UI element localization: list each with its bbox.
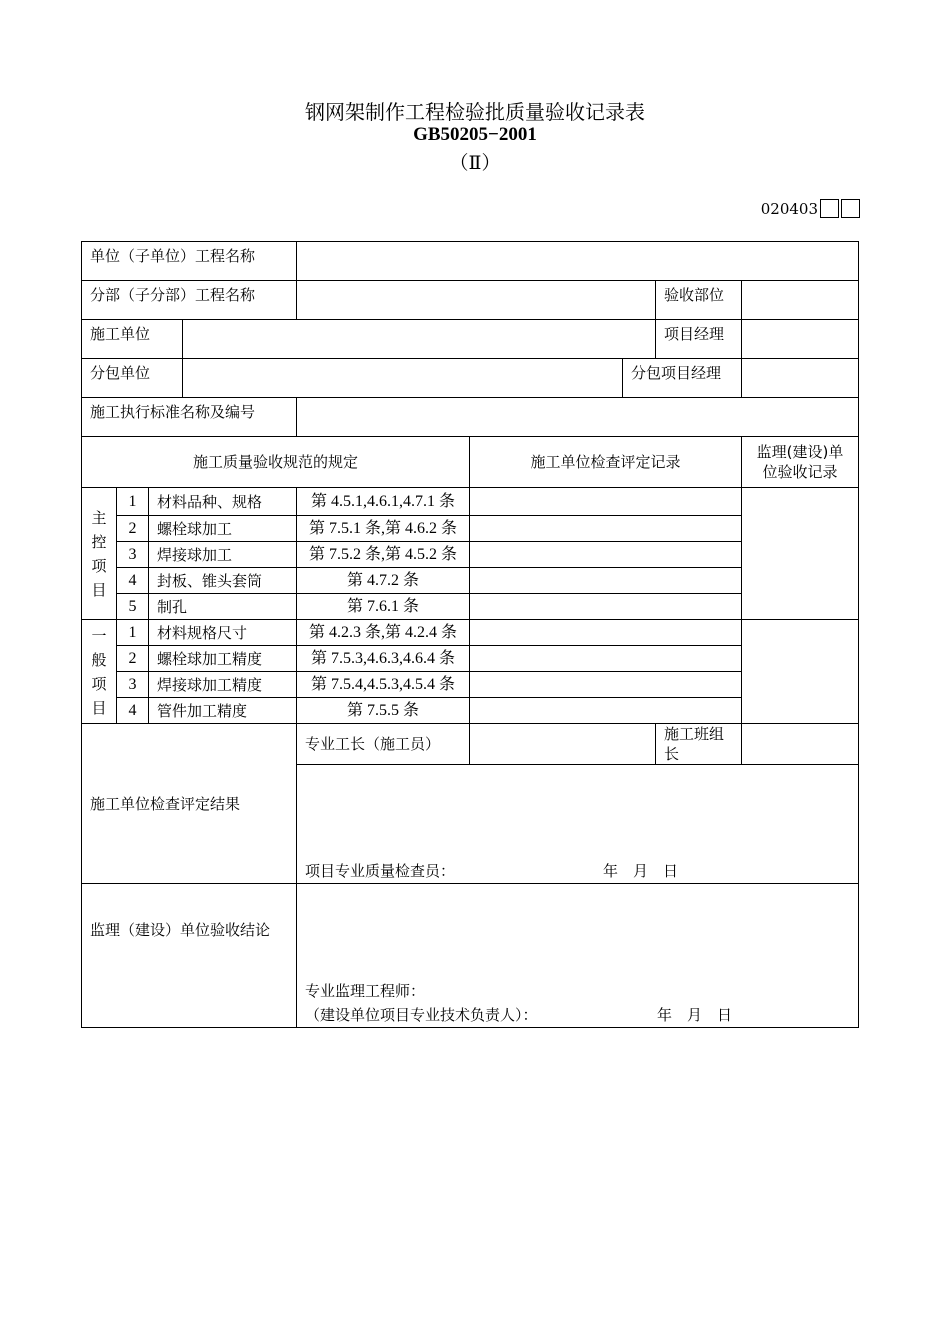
result-date: 年 月 日 — [603, 862, 679, 880]
item-record[interactable] — [470, 594, 742, 620]
item-name: 制孔 — [149, 594, 297, 620]
general-label-char: 项 — [91, 674, 107, 693]
engineer-label: 专业监理工程师： — [305, 982, 426, 1000]
item-name: 管件加工精度 — [149, 698, 297, 724]
item-clause: 第 4.7.2 条 — [297, 568, 470, 594]
item-record[interactable] — [470, 646, 742, 672]
general-label-char: 目 — [91, 698, 107, 717]
item-no: 4 — [117, 698, 149, 724]
construction-unit-label: 施工单位 — [82, 320, 183, 359]
general-label-char: 般 — [91, 650, 107, 669]
inspector-label: 项目专业质量检查员： — [305, 862, 456, 880]
supervision-header — [742, 437, 859, 488]
main-label-char: 主 — [91, 508, 107, 527]
unit-project-label: 单位（子单位）工程名称 — [82, 242, 297, 281]
item-no: 1 — [117, 488, 149, 516]
item-name: 焊接球加工精度 — [149, 672, 297, 698]
spec-header: 施工质量验收规范的规定 — [82, 437, 470, 488]
main-supervision-record[interactable] — [742, 488, 859, 620]
tech-lead-label: （建设单位项目专业技术负责人）： — [305, 1006, 538, 1024]
main-label-char: 项 — [91, 556, 107, 575]
item-no: 1 — [117, 620, 149, 646]
main-label-char: 目 — [91, 580, 107, 599]
record-header: 施工单位检查评定记录 — [470, 437, 742, 488]
sub-project-value[interactable] — [297, 281, 656, 320]
form-code-number: 020403 — [760, 199, 818, 218]
item-clause: 第 7.5.2 条,第 4.5.2 条 — [297, 542, 470, 568]
item-clause: 第 7.5.5 条 — [297, 698, 470, 724]
main-label-char: 控 — [91, 532, 107, 551]
item-clause: 第 7.5.1 条,第 4.6.2 条 — [297, 516, 470, 542]
item-no: 3 — [117, 672, 149, 698]
result-sign-area[interactable] — [297, 765, 859, 884]
general-label-char: 一 — [91, 626, 107, 645]
subcontract-unit-value[interactable] — [183, 359, 623, 398]
acceptance-part-value[interactable] — [742, 281, 859, 320]
standard-code: GB50205−2001 — [413, 124, 537, 145]
item-record[interactable] — [470, 698, 742, 724]
acceptance-part-label: 验收部位 — [656, 281, 742, 320]
item-name: 材料规格尺寸 — [149, 620, 297, 646]
code-box-1[interactable] — [820, 199, 839, 218]
item-record[interactable] — [470, 568, 742, 594]
item-name: 材料品种、规格 — [149, 488, 297, 516]
general-items-label — [82, 620, 117, 724]
project-manager-value[interactable] — [742, 320, 859, 359]
item-no: 5 — [117, 594, 149, 620]
subcontract-manager-value[interactable] — [742, 359, 859, 398]
standard-name-value[interactable] — [297, 398, 859, 437]
sub-project-label: 分部（子分部）工程名称 — [82, 281, 297, 320]
item-record[interactable] — [470, 620, 742, 646]
project-manager-label: 项目经理 — [656, 320, 742, 359]
result-label: 施工单位检查评定结果 — [82, 724, 297, 884]
item-clause: 第 7.6.1 条 — [297, 594, 470, 620]
standard-name-label: 施工执行标准名称及编号 — [82, 398, 297, 437]
main-items-label — [82, 488, 117, 620]
unit-project-value[interactable] — [297, 242, 859, 281]
item-name: 焊接球加工 — [149, 542, 297, 568]
item-clause: 第 4.5.1,4.6.1,4.7.1 条 — [297, 488, 470, 516]
supervision-header-line1: 监理(建设)单 — [756, 443, 844, 461]
item-clause: 第 7.5.3,4.6.3,4.6.4 条 — [297, 646, 470, 672]
item-clause: 第 4.2.3 条,第 4.2.4 条 — [297, 620, 470, 646]
conclusion-date: 年 月 日 — [657, 1006, 733, 1024]
team-leader-value[interactable] — [742, 724, 859, 765]
item-record[interactable] — [470, 488, 742, 516]
item-clause: 第 7.5.4,4.5.3,4.5.4 条 — [297, 672, 470, 698]
item-record[interactable] — [470, 542, 742, 568]
foreman-value[interactable] — [470, 724, 656, 765]
construction-unit-value[interactable] — [183, 320, 656, 359]
conclusion-sign-area[interactable] — [297, 884, 859, 1028]
item-name: 螺栓球加工 — [149, 516, 297, 542]
item-no: 2 — [117, 516, 149, 542]
form-title: 钢网架制作工程检验批质量验收记录表 — [305, 100, 645, 124]
conclusion-label: 监理（建设）单位验收结论 — [82, 884, 297, 1028]
form-part: （Ⅱ） — [449, 152, 501, 174]
foreman-label: 专业工长（施工员） — [297, 724, 470, 765]
item-record[interactable] — [470, 516, 742, 542]
subcontract-unit-label: 分包单位 — [82, 359, 183, 398]
subcontract-manager-label: 分包项目经理 — [623, 359, 742, 398]
item-no: 3 — [117, 542, 149, 568]
item-name: 螺栓球加工精度 — [149, 646, 297, 672]
code-box-2[interactable] — [841, 199, 860, 218]
item-record[interactable] — [470, 672, 742, 698]
general-supervision-record[interactable] — [742, 620, 859, 724]
acceptance-table — [81, 241, 859, 1028]
item-name: 封板、锥头套筒 — [149, 568, 297, 594]
form-code — [761, 199, 860, 218]
team-leader-label: 施工班组长 — [656, 724, 742, 765]
supervision-header-line2: 位验收记录 — [762, 463, 838, 481]
item-no: 2 — [117, 646, 149, 672]
item-no: 4 — [117, 568, 149, 594]
